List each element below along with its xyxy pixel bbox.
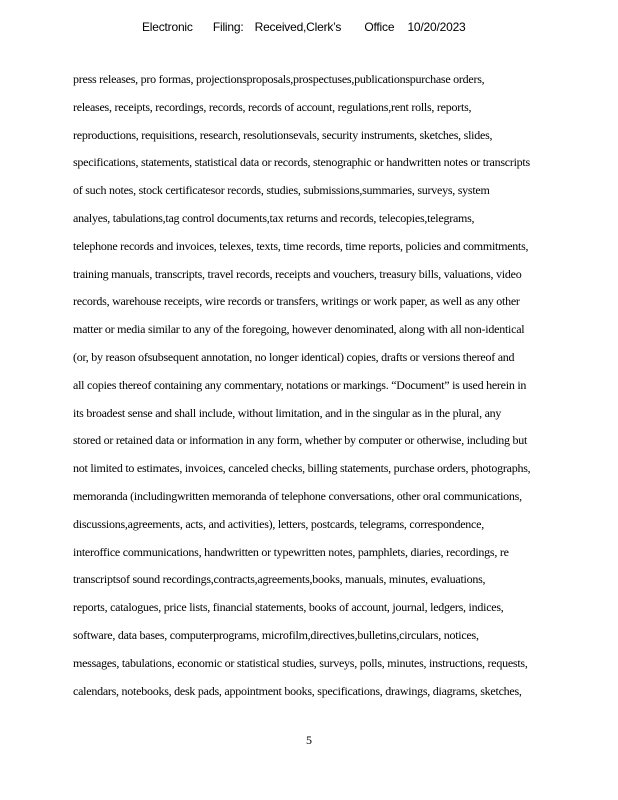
page-number: 5	[306, 733, 312, 747]
filing-header	[142, 20, 466, 34]
header-filing: Filing:	[212, 20, 244, 34]
text-line: matter or media similar to any of the foregoing, however denominated, along with all non-identical	[73, 322, 525, 337]
text-line: calendars, notebooks, desk pads, appointment books, specifications, drawings, diagrams, sketches,	[73, 683, 522, 698]
text-line: (or, by reason ofsubsequent annotation, no longer identical) copies, drafts or versions thereof and	[73, 349, 515, 364]
text-line: specifications, statements, statistical data or records, stenographic or handwritten notes or transcripts	[73, 155, 530, 170]
text-line: all copies thereof containing any commentary, notations or markings. “Document” is used herein in	[73, 377, 527, 392]
header-date: 10/20/2023	[407, 20, 466, 34]
text-line: reproductions, requisitions, research, resolutionsevals, security instruments, sketches, slides,	[73, 127, 493, 142]
body-text	[73, 66, 618, 705]
header-electronic: Electronic	[142, 20, 193, 34]
text-line: messages, tabulations, economic or statistical studies, surveys, polls, minutes, instructions, requests,	[73, 655, 528, 670]
text-line: press releases, pro formas, projectionsproposals,prospectuses,publicationspurchase orders,	[73, 72, 485, 86]
text-line: software, data bases, computerprograms, microfilm,directives,bulletins,circulars, notices,	[73, 627, 479, 642]
text-line: releases, receipts, recordings, records, records of account, regulations,rent rolls, reports,	[73, 99, 472, 114]
text-line: telephone records and invoices, telexes, texts, time records, time reports, policies and commitments,	[73, 238, 529, 253]
text-line: records, warehouse receipts, wire records or transfers, writings or work paper, as well as any other	[73, 294, 520, 309]
text-line: transcriptsof sound recordings,contracts,agreements,books, manuals, minutes, evaluations,	[73, 572, 486, 587]
text-line: interoffice communications, handwritten or typewritten notes, pamphlets, diaries, recordings, re	[73, 544, 509, 559]
header-received: Received,Clerk’s	[254, 20, 342, 34]
text-line: reports, catalogues, price lists, financial statements, books of account, journal, ledgers, indices,	[73, 600, 504, 615]
text-line: not limited to estimates, invoices, canceled checks, billing statements, purchase orders, photographs,	[73, 461, 531, 476]
text-line: of such notes, stock certificatesor records, studies, submissions,summaries, surveys, system	[73, 183, 490, 198]
text-line: memoranda (includingwritten memoranda of telephone conversations, other oral communications,	[73, 488, 522, 503]
header-office: Office	[364, 20, 395, 34]
text-line: stored or retained data or information in any form, whether by computer or otherwise, including but	[73, 433, 528, 448]
text-line: its broadest sense and shall include, without limitation, and in the singular as in the plural, any	[73, 405, 502, 420]
text-line: analyes, tabulations,tag control documents,tax returns and records, telecopies,telegrams,	[73, 210, 475, 225]
text-line: training manuals, transcripts, travel records, receipts and vouchers, treasury bills, valuations, video	[73, 266, 522, 281]
text-line: discussions,agreements, acts, and activities), letters, postcards, telegrams, correspondence,	[73, 516, 484, 531]
